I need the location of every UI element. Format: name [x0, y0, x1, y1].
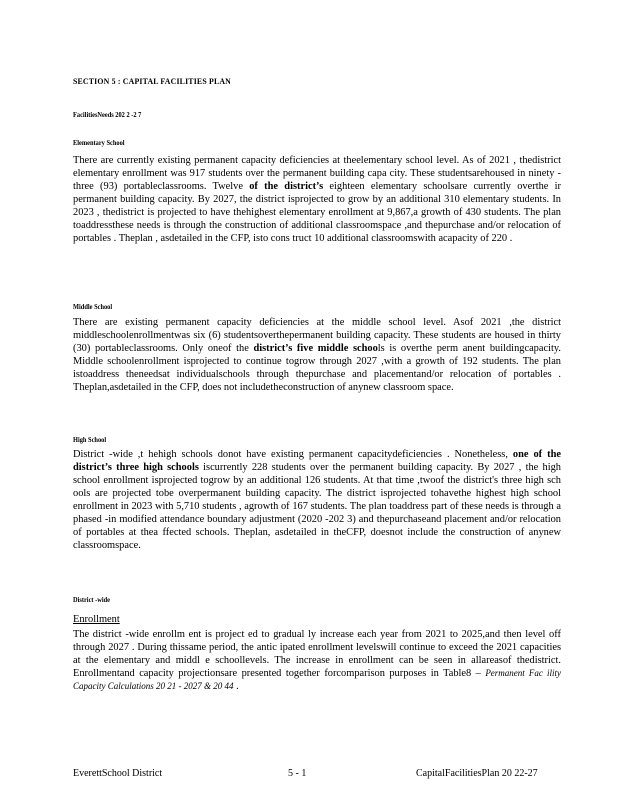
high-text-1: District -wide ,t hehigh schools donot have existing permanent capacitydeficiencies . Nonetheless,: [73, 449, 513, 460]
footer-district: EverettSchool District: [73, 768, 163, 779]
high-heading: High School: [73, 435, 107, 444]
districtwide-text-2: .: [233, 681, 239, 692]
districtwide-paragraph: [73, 628, 561, 693]
middle-heading: Middle School: [73, 302, 113, 311]
districtwide-heading: District -wide: [73, 595, 111, 604]
districtwide-text-1: The district -wide enrollm ent is project ed to gradual ly increase each year from 2021 to 2025,and then level off through 2027 . During thissame period, the antic ipated enrollment levelswill continue to exceed the 2021 capacities at the elementary and middl e schoollevels. The increase in enrollment can be seen in allareasof thedistrict. Enrollmentand capacity projectionsare presented together forcomparison purposes in Table8 –: [73, 629, 561, 679]
footer-plan-title: CapitalFacilitiesPlan 20 22-27: [416, 768, 538, 779]
middle-bold-text: district’s five middle schoo: [253, 343, 378, 354]
elementary-paragraph: [73, 154, 561, 245]
elementary-heading: Elementary School: [73, 138, 125, 147]
middle-paragraph: [73, 316, 561, 394]
facilities-needs-subheading: FacilitiesNeeds 202 2 -2 7: [73, 110, 142, 119]
middle-text-2: ls is overthe perm anent buildingcapacity. Middle schoolenrollment isprojected to continue togrow through 2027 ,with a growth of 192 students. The plan istoaddress theneedsat individualschools through thepurchase and placementand/or relocation of portables . Theplan,asdetailed in the CFP, does not includetheconstruction of anynew classroom space.: [73, 343, 561, 393]
elementary-text-1: There are currently existing permanent capacity deficiencies at theelementary school level. As of 2021 , thedistrict elementary enrollment was 917 students over the permanent building capa city. These studentsarehoused in ninety -three (93) portableclassrooms. Twelve: [73, 155, 561, 192]
high-text-2: iscurrently 228 students over the permanent building capacity. By 2027 , the high school enrollment isprojected togrow by an additional 126 students. At that time ,twoof the district's three high sch ools are projected tobe overpermanent building capacity. The district isprojected tohavethe highest high school enrollment in 2023 with 5,710 students , agrowth of 167 students. The plan toaddress part of these needs is through a phased -in modified attendance boundary adjustment (2020 -202 3) and thepurchaseand placement and/or relocation of portables at thea ffected schools. Theplan, asdetailed in theCFP, doesnot include the construction of anynew classroomspace.: [73, 462, 562, 551]
footer-page-number: 5 - 1: [288, 768, 307, 779]
table-reference: Permanent Fac ility Capacity Calculations 20 21 - 2027 & 20 44: [73, 668, 561, 691]
section-title: SECTION 5 : CAPITAL FACILITIES PLAN: [73, 76, 232, 86]
high-paragraph: [73, 448, 561, 552]
elementary-text-2: eighteen elementary schoolsare currently overthe ir permanent building capacity. By 2027, the district isprojected to grow by an additional 310 elementary students. In 2023 , thedistrict is projected to have thehighest elementary enrollment at 9,867,a growth of 430 students. The plan toaddressthese needs is through the construction of additional classroomspace ,and thepurchase and/or relocation of portables . Theplan , asdetailed in the CFP, isto cons truct 10 additional classroomswith acapacity of 220 .: [73, 181, 562, 244]
middle-text-1: There are existing permanent capacity deficiencies at the middle school level. Asof 2021 ,the district middleschoolenrollmentwas six (6) studentsoverthepermanent building capacity. These students are housed in thirty (30) portableclassrooms. Only oneof the: [73, 317, 561, 354]
enrollment-label: Enrollment: [73, 614, 120, 625]
high-bold-text: one of the district’s three high schools: [73, 449, 561, 473]
elementary-bold-text: of the district’s: [249, 181, 324, 192]
